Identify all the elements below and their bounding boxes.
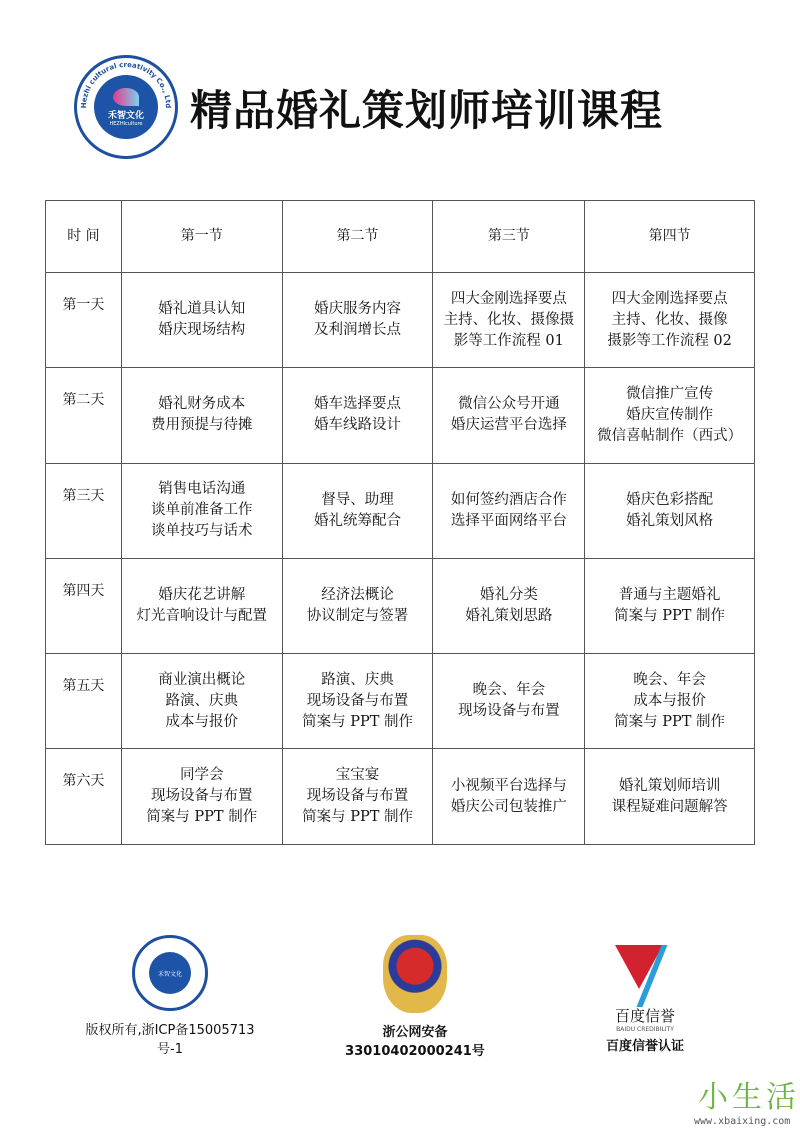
session-line: 微信喜帖制作（西式） (597, 427, 743, 444)
watermark-url: www.xbaixing.com (694, 1116, 791, 1127)
footer-company-logo (132, 935, 208, 1011)
session-line: 督导、助理 (321, 491, 394, 508)
schedule-table (45, 200, 755, 845)
session-line: 婚礼策划师培训 (618, 777, 721, 794)
session-line: 婚庆服务内容 (314, 301, 402, 318)
session-line: 费用预提与待摊 (151, 417, 253, 434)
session-line: 简案与 PPT 制作 (146, 809, 258, 826)
column-header: 时 间 (46, 201, 122, 273)
day-label: 第二天 (46, 368, 122, 463)
session-cell (282, 558, 433, 653)
session-cell (121, 558, 282, 653)
session-line: 婚礼分类 (479, 587, 538, 604)
baidu-brand: 百度信誉 (614, 1007, 675, 1025)
session-cell (585, 368, 755, 463)
session-line: 微信推广宣传 (626, 385, 714, 402)
session-line: 选择平面网络平台 (450, 512, 567, 529)
session-line: 同学会 (180, 767, 224, 784)
column-header: 第二节 (282, 201, 433, 273)
day-label: 第四天 (46, 558, 122, 653)
session-line: 婚礼道具认知 (158, 301, 246, 318)
column-header: 第一节 (121, 201, 282, 273)
baidu-en: BAIDU CREDIBILITY (616, 1026, 674, 1033)
day-label: 第三天 (46, 463, 122, 558)
session-cell (585, 463, 755, 558)
session-line: 小视频平台选择与 (450, 777, 567, 794)
table-row (46, 273, 755, 368)
session-line: 谈单技巧与话术 (151, 523, 253, 540)
logo-ring-text: Hezhi cultural creativity Co., Ltd (79, 60, 173, 109)
session-cell (282, 463, 433, 558)
page-title: 精品婚礼策划师培训课程 (190, 86, 664, 135)
watermark (666, 1072, 800, 1127)
session-line: 婚礼统筹配合 (314, 512, 402, 529)
table-row (46, 463, 755, 558)
session-line: 晚会、年会 (633, 671, 706, 688)
column-header: 第三节 (433, 201, 585, 273)
day-label: 第一天 (46, 273, 122, 368)
icp-text: 版权所有,浙ICP备15005713号-1 (85, 1023, 255, 1057)
session-line: 谈单前准备工作 (151, 502, 253, 519)
session-line: 婚庆花艺讲解 (158, 587, 246, 604)
police-record-text: 浙公网安备 33010402000241号 (345, 1025, 485, 1059)
watermark-text: 小生活 (698, 1080, 800, 1115)
table-row (46, 749, 755, 844)
table-row (46, 654, 755, 749)
session-line: 简案与 PPT 制作 (614, 713, 726, 730)
session-line: 路演、庆典 (321, 671, 394, 688)
session-line: 简案与 PPT 制作 (302, 809, 413, 826)
session-cell (282, 654, 433, 749)
session-cell (121, 463, 282, 558)
day-label: 第六天 (46, 749, 122, 844)
session-line: 普通与主题婚礼 (618, 587, 721, 604)
column-header: 第四节 (585, 201, 755, 273)
session-line: 婚庆现场结构 (158, 322, 246, 339)
session-line: 主持、化妆、摄像 (611, 311, 728, 328)
session-cell (585, 749, 755, 844)
session-line: 微信公众号开通 (458, 396, 560, 413)
session-cell (433, 463, 585, 558)
session-cell (585, 654, 755, 749)
session-cell (121, 749, 282, 844)
session-line: 简案与 PPT 制作 (614, 608, 726, 625)
session-line: 路演、庆典 (165, 692, 239, 709)
logo-swoosh-icon (113, 88, 139, 106)
session-cell (433, 368, 585, 463)
session-line: 婚庆公司包装推广 (450, 798, 567, 815)
session-line: 晚会、年会 (472, 682, 546, 699)
session-line: 经济法概论 (321, 587, 394, 604)
session-line: 成本与报价 (633, 692, 706, 709)
table-row (46, 558, 755, 653)
session-line: 婚车线路设计 (314, 417, 402, 434)
session-line: 婚礼财务成本 (158, 396, 246, 413)
session-line: 摄影等工作流程 02 (607, 332, 732, 349)
session-line: 婚礼策划风格 (626, 512, 714, 529)
session-line: 销售电话沟通 (158, 481, 246, 498)
session-line: 现场设备与布置 (306, 788, 409, 805)
session-line: 商业演出概论 (158, 671, 246, 688)
session-line: 灯光音响设计与配置 (136, 608, 268, 625)
session-line: 影等工作流程 01 (453, 332, 564, 349)
session-cell (433, 558, 585, 653)
footer-baidu (590, 945, 700, 1054)
session-line: 课程疑难问题解答 (611, 798, 728, 815)
session-line: 现场设备与布置 (458, 703, 560, 720)
session-line: 简案与 PPT 制作 (302, 713, 413, 730)
session-cell (585, 273, 755, 368)
session-cell (121, 273, 282, 368)
session-line: 四大金刚选择要点 (450, 290, 567, 307)
police-badge-icon (383, 935, 447, 1013)
footer-copyright (80, 935, 260, 1057)
session-cell (433, 654, 585, 749)
footer-logo-text: 禾智文化 (149, 952, 191, 994)
session-line: 宝宝宴 (335, 767, 380, 784)
session-cell (433, 273, 585, 368)
session-line: 四大金刚选择要点 (611, 290, 728, 307)
session-cell (282, 273, 433, 368)
session-cell (585, 558, 755, 653)
session-line: 主持、化妆、摄像摄 (443, 311, 575, 328)
session-cell (433, 749, 585, 844)
session-line: 现场设备与布置 (151, 788, 253, 805)
session-cell (282, 368, 433, 463)
session-line: 婚庆色彩搭配 (626, 491, 714, 508)
table-header-row (46, 201, 755, 273)
session-line: 婚车选择要点 (314, 396, 402, 413)
session-line: 成本与报价 (165, 713, 239, 730)
session-line: 婚庆运营平台选择 (450, 417, 567, 434)
baidu-v-icon (615, 945, 675, 1005)
session-line: 及利润增长点 (314, 322, 402, 339)
day-label: 第五天 (46, 654, 122, 749)
session-cell (282, 749, 433, 844)
footer-police (320, 935, 510, 1059)
session-line: 婚礼策划思路 (465, 608, 553, 625)
company-logo (74, 55, 178, 159)
session-line: 现场设备与布置 (306, 692, 409, 709)
session-line: 如何签约酒店合作 (450, 491, 567, 508)
logo-name-cn: 禾智文化 (107, 110, 144, 121)
session-line: 婚庆宣传制作 (626, 406, 714, 423)
logo-name-en: HEZHIculture (109, 120, 143, 127)
session-line: 协议制定与签署 (306, 608, 409, 625)
table-row (46, 368, 755, 463)
session-cell (121, 654, 282, 749)
baidu-cert: 百度信誉认证 (605, 1039, 684, 1054)
session-cell (121, 368, 282, 463)
